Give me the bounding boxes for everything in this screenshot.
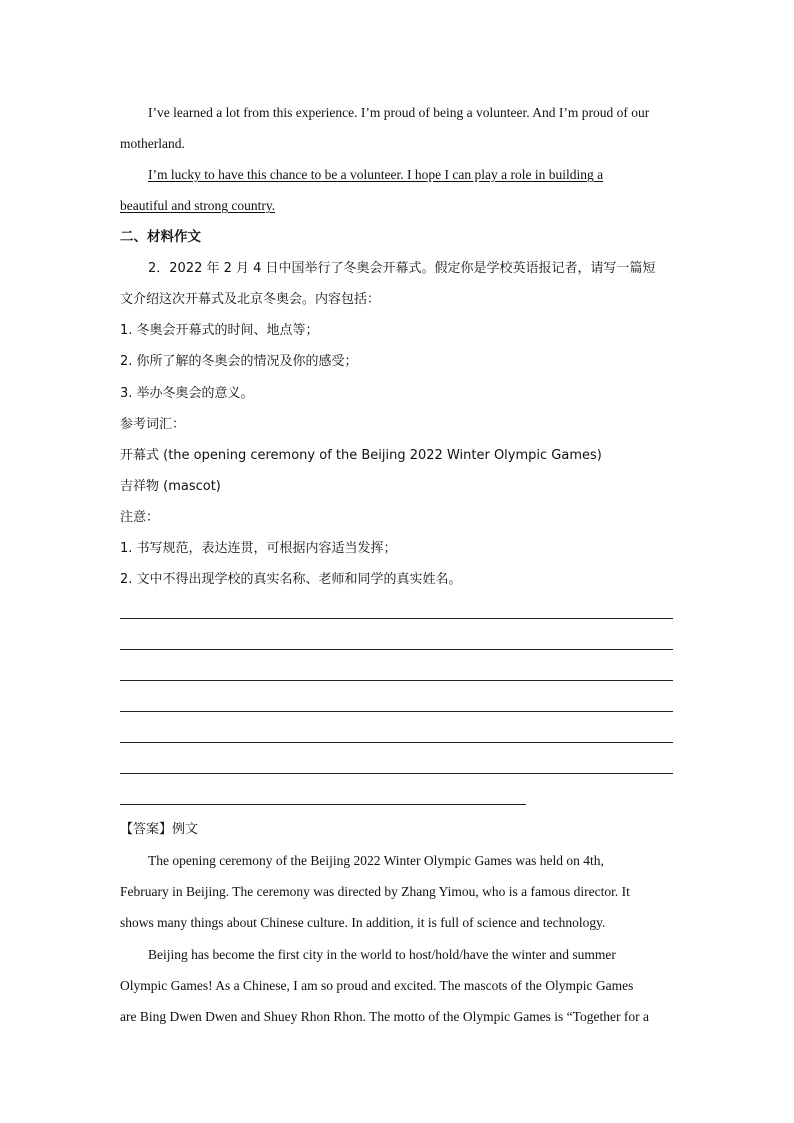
vocab-item: 吉祥物 (mascot) [120,479,221,494]
paragraph-line: motherland. [120,136,185,151]
answer-line: are Bing Dwen Dwen and Shuey Rhon Rhon. The motto of the Olympic Games is “Together for a [120,1009,649,1024]
note-item: 1. 书写规范，表达连贯，可根据内容适当发挥； [120,541,397,556]
task-item: 2. 你所了解的冬奥会的情况及你的感受； [120,354,358,369]
paragraph-line: I’ve learned a lot from this experience. I’m proud of being a volunteer. And I’m proud of our [148,105,650,120]
answer-line: shows many things about Chinese culture. In addition, it is full of science and technology. [120,915,606,930]
answer-label: 【答案】例文 [120,822,199,837]
writing-line[interactable] [120,773,673,774]
task-item: 3. 举办冬奥会的意义。 [120,386,254,401]
notes-title: 注意： [120,510,160,525]
writing-line[interactable] [120,711,673,712]
writing-line[interactable] [120,618,673,619]
answer-line: Beijing has become the first city in the world to host/hold/have the winter and summer [148,947,616,962]
vocab-title: 参考词汇： [120,417,186,432]
underlined-paragraph-line: beautiful and strong country. [120,198,276,213]
task-prompt-line: 文介绍这次开幕式及北京冬奥会。内容包括： [120,292,381,307]
underlined-paragraph-line: I’m lucky to have this chance to be a volunteer. I hope I can play a role in building a [148,167,604,182]
writing-line[interactable] [120,742,673,743]
answer-line: Olympic Games! As a Chinese, I am so proud and excited. The mascots of the Olympic Games [120,978,634,993]
task-prompt-line: 2．2022 年 2 月 4 日中国举行了冬奥会开幕式。假定你是学校英语报记者，请写一篇短 [148,261,656,276]
writing-line[interactable] [120,804,526,805]
writing-line[interactable] [120,680,673,681]
vocab-item: 开幕式 (the opening ceremony of the Beijing 2022 Winter Olympic Games) [120,448,602,463]
note-item: 2. 文中不得出现学校的真实名称、老师和同学的真实姓名。 [120,572,462,587]
answer-line: The opening ceremony of the Beijing 2022 Winter Olympic Games was held on 4th, [148,853,604,868]
writing-line[interactable] [120,649,673,650]
answer-line: February in Beijing. The ceremony was directed by Zhang Yimou, who is a famous director. It [120,884,630,899]
task-item: 1. 冬奥会开幕式的时间、地点等； [120,323,319,338]
section-heading: 二、材料作文 [120,229,201,245]
